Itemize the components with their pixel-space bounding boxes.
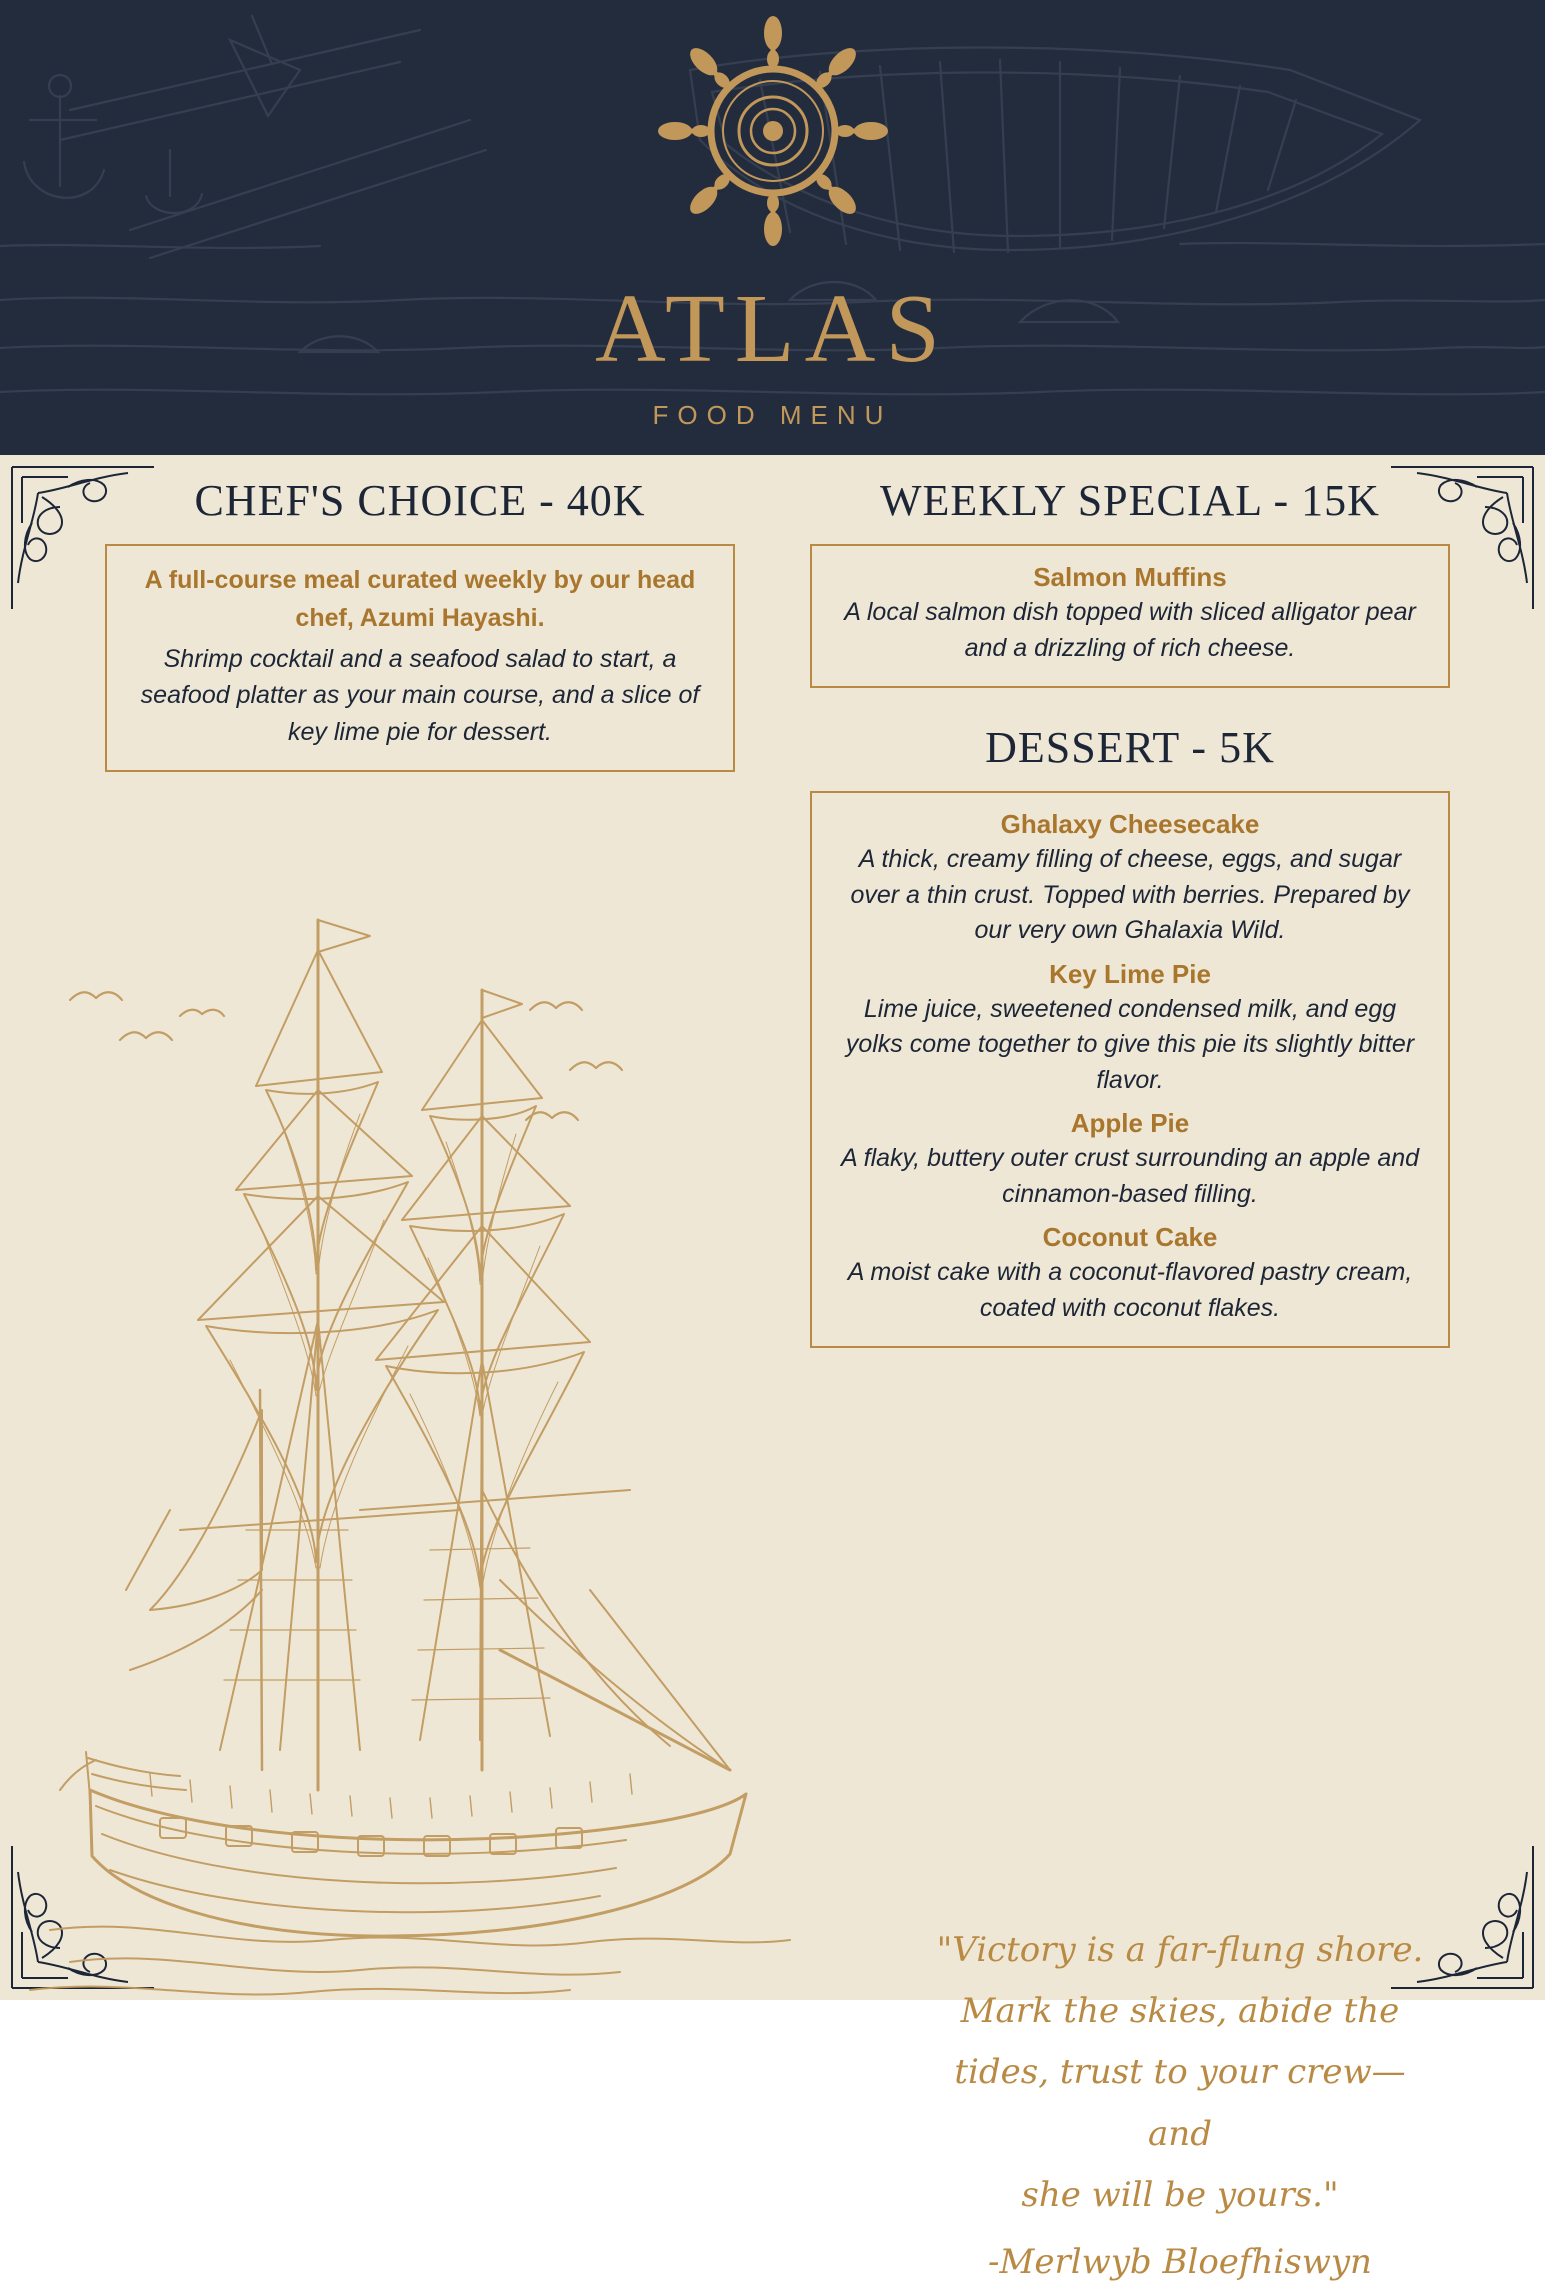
right-column bbox=[810, 475, 1450, 1348]
dessert-box bbox=[810, 791, 1450, 1348]
chefs-choice-description: Shrimp cocktail and a seafood salad to start, a seafood platter as your main course, and a slice of key lime pie for dessert. bbox=[140, 645, 700, 746]
quote-line: Mark the skies, abide the bbox=[960, 1991, 1400, 2032]
dessert-title: DESSERT - 5K bbox=[985, 723, 1275, 772]
dessert-item-description: A thick, creamy filling of cheese, eggs, and sugar over a thin crust. Topped with berries. Prepared by our very own Ghalaxia Wild. bbox=[850, 845, 1410, 944]
dessert-item-description: Lime juice, sweetened condensed milk, and egg yolks come together to give this pie its slightly bitter flavor. bbox=[845, 994, 1415, 1094]
dessert-item-description: A flaky, buttery outer crust surrounding an apple and cinnamon-based filling. bbox=[840, 1144, 1420, 1208]
dessert-item-name: Apple Pie bbox=[1070, 1108, 1190, 1138]
weekly-special-title: WEEKLY SPECIAL - 15K bbox=[880, 476, 1380, 525]
quote-author: -Merlwyb Bloefhiswyn bbox=[988, 2241, 1372, 2282]
dessert-item-description: A moist cake with a coconut-flavored pastry cream, coated with coconut flakes. bbox=[847, 1258, 1413, 1322]
brand-subtitle: FOOD MENU bbox=[652, 400, 893, 430]
weekly-special-box bbox=[810, 544, 1450, 688]
weekly-special-item-description: A local salmon dish topped with sliced alligator pear and a drizzling of rich cheese. bbox=[844, 598, 1416, 662]
menu-body bbox=[0, 455, 1545, 2282]
chefs-choice-lead: A full-course meal curated weekly by our head chef, Azumi Hayashi. bbox=[144, 566, 696, 632]
menu-columns bbox=[0, 455, 1545, 2282]
menu-header bbox=[0, 0, 1545, 455]
dessert-item-name: Key Lime Pie bbox=[1049, 958, 1211, 989]
quote-line: "Victory is a far-flung shore. bbox=[936, 1930, 1424, 1970]
chefs-choice-section bbox=[100, 475, 740, 772]
logo-wrap bbox=[0, 6, 1545, 261]
weekly-special-item-name: Salmon Muffins bbox=[1033, 562, 1227, 592]
chefs-choice-box bbox=[105, 544, 735, 772]
chefs-choice-title: CHEF'S CHOICE - 40K bbox=[194, 476, 646, 525]
brand-title: ATLAS bbox=[595, 275, 950, 383]
quote-block bbox=[930, 1920, 1430, 2293]
quote-line: she will be yours." bbox=[1021, 2174, 1339, 2215]
ships-wheel-icon bbox=[658, 6, 888, 256]
quote-line: tides, trust to your crew—and bbox=[954, 2052, 1406, 2154]
dessert-item-name: Ghalaxy Cheesecake bbox=[1000, 809, 1260, 839]
dessert-item-name: Coconut Cake bbox=[1042, 1222, 1218, 1252]
